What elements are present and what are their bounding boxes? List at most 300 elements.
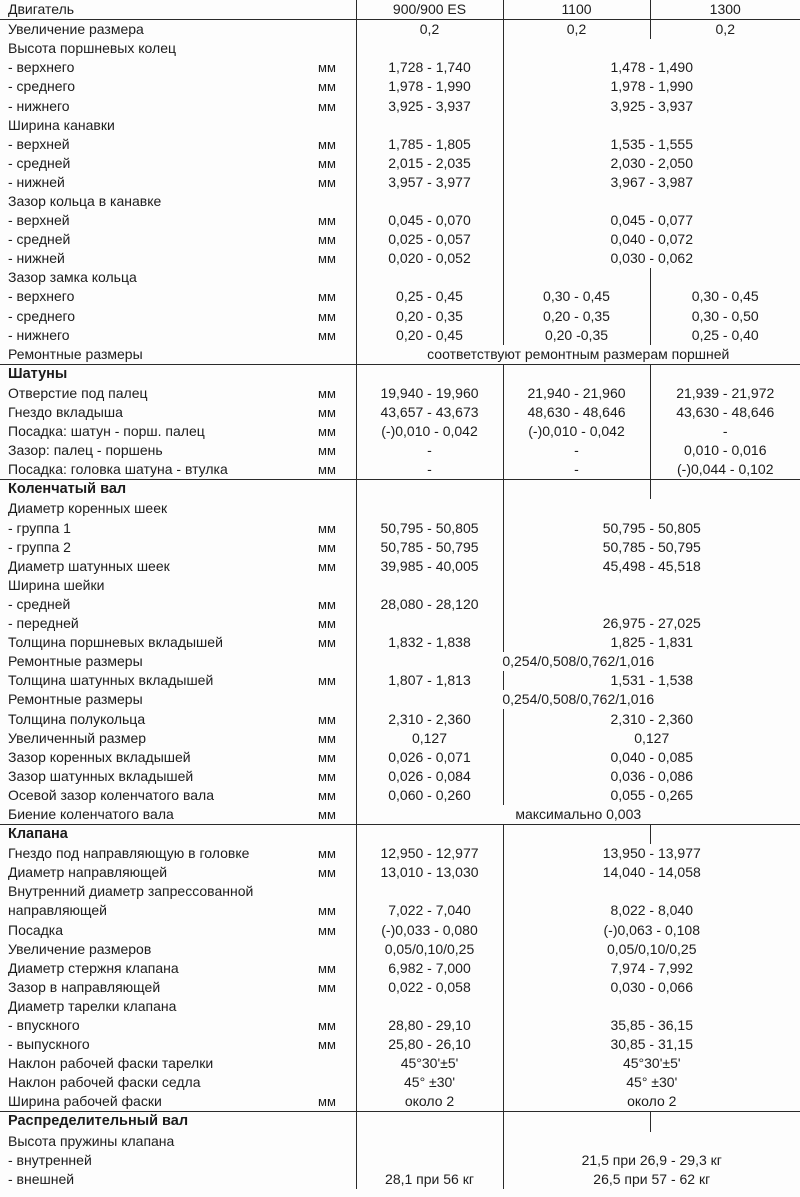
spec-row <box>0 499 800 518</box>
value-cell-1100-1300: 7,974 - 7,992 <box>503 959 800 978</box>
param-label: - внутренней <box>8 1151 92 1168</box>
header-engine-label: Двигатель <box>0 0 318 20</box>
param-label: Диаметр коренных шеек <box>8 500 168 517</box>
value-cell-1100-1300: 1,825 - 1,831 <box>503 633 800 652</box>
value-cell-1100-1300: 2,310 - 2,360 <box>503 709 800 728</box>
value-cell-900: - <box>356 441 503 460</box>
unit-label: мм <box>318 749 336 765</box>
param-label: - средней <box>8 231 71 248</box>
unit-label: мм <box>318 1037 336 1053</box>
param-label: Осевой зазор коленчатого вала <box>8 786 214 803</box>
param-label: - среднего <box>8 307 76 324</box>
unit-label: мм <box>318 865 336 881</box>
value-cell-900: 45° ±30' <box>356 1073 503 1092</box>
unit-label: мм <box>318 539 336 555</box>
value-cell-1100-1300 <box>503 595 800 614</box>
header-unit-cell <box>318 0 356 20</box>
unit-label <box>318 1073 356 1092</box>
section-heading: Коленчатый вал <box>0 480 356 500</box>
param-label: - передней <box>8 615 79 632</box>
value-cell-900: 28,1 при 56 кг <box>356 1170 503 1189</box>
section-row <box>0 480 800 500</box>
param-label: Наклон рабочей фаски седла <box>8 1074 201 1091</box>
value-cell-1100-1300: 26,975 - 27,025 <box>503 614 800 633</box>
unit-label: мм <box>318 922 336 938</box>
param-label: Диаметр стержня клапана <box>8 959 179 976</box>
value-cell-900: 0,20 - 0,45 <box>356 326 503 345</box>
value-cell-1300: 0,2 <box>650 20 800 40</box>
value-cell-1100-1300: 26,5 при 57 - 62 кг <box>503 1170 800 1189</box>
value-cell-900: 1,785 - 1,805 <box>356 135 503 154</box>
value-cell-900 <box>356 576 503 595</box>
value-cell-1100-1300: 21,5 при 26,9 - 29,3 кг <box>503 1151 800 1170</box>
header-col-1300: 1300 <box>650 0 800 20</box>
value-cell-900: 3,925 - 3,937 <box>356 96 503 115</box>
spec-row <box>0 403 800 422</box>
param-label: Гнездо под направляющую в головке <box>8 845 250 862</box>
spec-row <box>0 1054 800 1073</box>
spec-row <box>0 882 800 901</box>
param-label: Увеличенный размер <box>8 729 147 746</box>
param-label: Зазор замка кольца <box>8 269 137 286</box>
value-cell-1100-1300: 0,045 - 0,077 <box>503 211 800 230</box>
spec-row <box>0 844 800 863</box>
spec-row <box>0 709 800 728</box>
value-cell-1100-1300: 0,040 - 0,085 <box>503 748 800 767</box>
value-cell-900 <box>356 882 503 901</box>
value-cell-1100-1300 <box>503 882 800 901</box>
spec-row <box>0 326 800 345</box>
value-cell-1100-1300 <box>503 192 800 211</box>
unit-label <box>318 192 356 211</box>
param-label: Толщина полукольца <box>8 710 146 727</box>
param-label: Зазор в направляющей <box>8 978 161 995</box>
value-cell-all: максимально 0,003 <box>356 805 800 825</box>
spec-row <box>0 287 800 306</box>
spec-row <box>0 595 800 614</box>
unit-label <box>318 882 356 901</box>
value-cell-1300: (-)0,044 - 0,102 <box>650 460 800 480</box>
value-cell-900 <box>356 499 503 518</box>
unit-label: мм <box>318 289 336 305</box>
value-cell-1100-1300 <box>503 1132 800 1151</box>
value-cell-900: 25,80 - 26,10 <box>356 1035 503 1054</box>
value-cell-1100: 21,940 - 21,960 <box>503 384 650 403</box>
value-cell-900: 0,2 <box>356 20 503 40</box>
value-cell-1100: 48,630 - 48,646 <box>503 403 650 422</box>
value-cell-900: 45°30'±5' <box>356 1054 503 1073</box>
spec-row <box>0 538 800 557</box>
spec-row <box>0 786 800 805</box>
value-cell-900: 6,982 - 7,000 <box>356 959 503 978</box>
value-cell-900: 0,20 - 0,35 <box>356 307 503 326</box>
param-label: Наклон рабочей фаски тарелки <box>8 1055 214 1072</box>
value-cell-1300: 43,630 - 48,646 <box>650 403 800 422</box>
param-label: Зазор: палец - поршень <box>8 442 163 459</box>
param-label: - верхней <box>8 135 70 152</box>
value-cell-900: 1,832 - 1,838 <box>356 633 503 652</box>
value-cell-1300: 0,30 - 0,50 <box>650 307 800 326</box>
param-label: - средней <box>8 154 71 171</box>
param-label: Диаметр шатунных шеек <box>8 557 170 574</box>
value-cell-1100-1300: 0,055 - 0,265 <box>503 786 800 805</box>
value-cell-900 <box>356 1112 503 1132</box>
param-label: - группа 2 <box>8 538 71 555</box>
spec-row <box>0 135 800 154</box>
unit-label: мм <box>318 730 336 746</box>
spec-row <box>0 173 800 192</box>
param-label: Внутренний диаметр запрессованной <box>8 883 254 900</box>
unit-label: мм <box>318 98 336 114</box>
value-cell-900: 0,020 - 0,052 <box>356 249 503 268</box>
spec-row <box>0 1170 800 1189</box>
value-cell-1100-1300: 3,925 - 3,937 <box>503 96 800 115</box>
value-cell-1300 <box>650 364 800 384</box>
unit-label: мм <box>318 903 336 919</box>
value-cell-1100-1300: 30,85 - 31,15 <box>503 1035 800 1054</box>
value-cell-900: 28,080 - 28,120 <box>356 595 503 614</box>
value-cell-1100-1300: 50,795 - 50,805 <box>503 519 800 538</box>
value-cell-1100-1300: 45° ±30' <box>503 1073 800 1092</box>
param-label: Ширина рабочей фаски <box>8 1093 162 1110</box>
unit-label <box>318 499 356 518</box>
value-cell-900: 0,127 <box>356 729 503 748</box>
value-cell-1100-1300: 45,498 - 45,518 <box>503 557 800 576</box>
value-cell-1300: 21,939 - 21,972 <box>650 384 800 403</box>
value-cell-900: 39,985 - 40,005 <box>356 557 503 576</box>
spec-row <box>0 614 800 633</box>
value-cell-900: 0,05/0,10/0,25 <box>356 940 503 959</box>
unit-label: мм <box>318 155 336 171</box>
unit-label: мм <box>318 520 336 536</box>
spec-row <box>0 96 800 115</box>
value-cell-900: 2,310 - 2,360 <box>356 709 503 728</box>
section-heading: Клапана <box>0 825 356 845</box>
value-cell-1300: 0,25 - 0,40 <box>650 326 800 345</box>
value-cell-900 <box>356 39 503 58</box>
spec-row <box>0 519 800 538</box>
value-cell-900: (-)0,010 - 0,042 <box>356 422 503 441</box>
param-label: - средней <box>8 595 71 612</box>
param-label: Ремонтные размеры <box>8 653 143 670</box>
spec-row <box>0 116 800 135</box>
unit-label: мм <box>318 232 336 248</box>
unit-label <box>318 1151 356 1170</box>
param-label: - среднего <box>8 78 76 95</box>
value-cell-1100: (-)0,010 - 0,042 <box>503 422 650 441</box>
spec-row <box>0 767 800 786</box>
value-cell-1300 <box>650 480 800 500</box>
unit-label: мм <box>318 213 336 229</box>
value-cell-900: 0,25 - 0,45 <box>356 287 503 306</box>
param-label: - внешней <box>8 1170 75 1187</box>
value-cell-1100-1300: 0,030 - 0,066 <box>503 978 800 997</box>
value-cell-1100: - <box>503 441 650 460</box>
value-cell-900 <box>356 997 503 1016</box>
section-row <box>0 825 800 845</box>
unit-label: мм <box>318 136 336 152</box>
value-cell-900: 0,060 - 0,260 <box>356 786 503 805</box>
value-cell-900: - <box>356 460 503 480</box>
value-cell-all: соответствуют ремонтным размерам поршней <box>356 345 800 365</box>
unit-label <box>318 20 356 40</box>
value-cell-1300: 0,010 - 0,016 <box>650 441 800 460</box>
spec-row <box>0 1151 800 1170</box>
unit-label <box>318 345 356 365</box>
spec-row <box>0 1073 800 1092</box>
param-label: Ремонтные размеры <box>8 345 143 362</box>
param-label: Ширина шейки <box>8 576 105 593</box>
value-cell-1100: 0,2 <box>503 20 650 40</box>
spec-row <box>0 997 800 1016</box>
param-label: Увеличение размера <box>8 21 144 38</box>
value-cell-1100-1300 <box>503 499 800 518</box>
spec-row <box>0 901 800 920</box>
unit-label: мм <box>318 327 336 343</box>
param-label: - верхней <box>8 212 70 229</box>
param-label: - нижнего <box>8 326 70 343</box>
value-cell-900: 2,015 - 2,035 <box>356 154 503 173</box>
unit-label <box>318 116 356 135</box>
value-cell-1100-1300: 1,978 - 1,990 <box>503 77 800 96</box>
unit-label: мм <box>318 174 336 190</box>
value-cell-900: 19,940 - 19,960 <box>356 384 503 403</box>
value-cell-1100: 0,20 -0,35 <box>503 326 650 345</box>
value-cell-1100: 0,30 - 0,45 <box>503 287 650 306</box>
unit-label: мм <box>318 768 336 784</box>
spec-row <box>0 748 800 767</box>
value-cell-900 <box>356 192 503 211</box>
value-cell-1100-1300: 1,478 - 1,490 <box>503 58 800 77</box>
unit-label: мм <box>318 251 336 267</box>
value-cell-900: 50,785 - 50,795 <box>356 538 503 557</box>
param-label: Биение коленчатого вала <box>8 805 174 822</box>
param-label: Увеличение размеров <box>8 940 152 957</box>
value-cell-1100-1300: 0,05/0,10/0,25 <box>503 940 800 959</box>
unit-label: мм <box>318 596 336 612</box>
unit-label: мм <box>318 806 336 822</box>
value-cell-1300: - <box>650 422 800 441</box>
unit-label: мм <box>318 405 336 421</box>
value-cell-900 <box>356 268 503 287</box>
param-label: Зазор шатунных вкладышей <box>8 767 194 784</box>
value-cell-1100-1300 <box>503 39 800 58</box>
spec-row <box>0 557 800 576</box>
spec-row <box>0 1092 800 1112</box>
value-cell-1100-1300 <box>503 997 800 1016</box>
unit-label <box>318 576 356 595</box>
value-cell-1100 <box>503 364 650 384</box>
spec-row <box>0 690 800 709</box>
value-cell-900 <box>356 1132 503 1151</box>
value-cell-1100-1300: около 2 <box>503 1092 800 1112</box>
value-cell-1100-1300: 13,950 - 13,977 <box>503 844 800 863</box>
value-cell-900 <box>356 116 503 135</box>
unit-label: мм <box>318 787 336 803</box>
header-col-1100: 1100 <box>503 0 650 20</box>
unit-label <box>318 39 356 58</box>
value-cell-900: 3,957 - 3,977 <box>356 173 503 192</box>
spec-row <box>0 1016 800 1035</box>
unit-label: мм <box>318 558 336 574</box>
unit-label: мм <box>318 616 336 632</box>
param-label: направляющей <box>8 902 108 919</box>
spec-row <box>0 576 800 595</box>
value-cell-900: 1,807 - 1,813 <box>356 671 503 690</box>
param-label: - группа 1 <box>8 519 71 536</box>
value-cell-all: 0,254/0,508/0,762/1,016 <box>356 690 800 709</box>
value-cell-1100-1300: 0,036 - 0,086 <box>503 767 800 786</box>
value-cell-1100-1300: 50,785 - 50,795 <box>503 538 800 557</box>
unit-label: мм <box>318 385 336 401</box>
value-cell-900: 1,728 - 1,740 <box>356 58 503 77</box>
unit-label: мм <box>318 60 336 76</box>
value-cell-1100 <box>503 825 650 845</box>
value-cell-1100-1300: 8,022 - 8,040 <box>503 901 800 920</box>
section-row <box>0 1112 800 1132</box>
unit-label <box>318 690 356 709</box>
value-cell-1100-1300: (-)0,063 - 0,108 <box>503 921 800 940</box>
param-label: Диаметр тарелки клапана <box>8 997 177 1014</box>
value-cell-900: 13,010 - 13,030 <box>356 863 503 882</box>
spec-row <box>0 978 800 997</box>
value-cell-1100: - <box>503 460 650 480</box>
spec-row <box>0 154 800 173</box>
value-cell-1100-1300: 0,040 - 0,072 <box>503 230 800 249</box>
spec-row <box>0 441 800 460</box>
value-cell-all: 0,254/0,508/0,762/1,016 <box>356 652 800 671</box>
value-cell-900: около 2 <box>356 1092 503 1112</box>
spec-row <box>0 58 800 77</box>
unit-label <box>318 268 356 287</box>
unit-label <box>318 997 356 1016</box>
unit-label: мм <box>318 846 336 862</box>
unit-label: мм <box>318 635 336 651</box>
param-label: - выпускного <box>8 1036 90 1053</box>
value-cell-900 <box>356 480 503 500</box>
spec-row <box>0 20 800 40</box>
value-cell-1100-1300 <box>503 576 800 595</box>
value-cell-900: 0,025 - 0,057 <box>356 230 503 249</box>
value-cell-900: 12,950 - 12,977 <box>356 844 503 863</box>
spec-row <box>0 959 800 978</box>
spec-row <box>0 940 800 959</box>
spec-row <box>0 39 800 58</box>
value-cell-1100 <box>503 480 650 500</box>
param-label: Высота пружины клапана <box>8 1132 175 1149</box>
spec-row <box>0 249 800 268</box>
value-cell-900 <box>356 614 503 633</box>
unit-label: мм <box>318 673 336 689</box>
param-label: - нижнего <box>8 97 70 114</box>
spec-row <box>0 921 800 940</box>
section-heading: Распределительный вал <box>0 1112 356 1132</box>
value-cell-900: 50,795 - 50,805 <box>356 519 503 538</box>
spec-row <box>0 77 800 96</box>
param-label: Высота поршневых колец <box>8 40 176 57</box>
unit-label: мм <box>318 424 336 440</box>
section-row <box>0 364 800 384</box>
spec-row <box>0 863 800 882</box>
param-label: Посадка: головка шатуна - втулка <box>8 461 228 478</box>
value-cell-900: 28,80 - 29,10 <box>356 1016 503 1035</box>
unit-label <box>318 1054 356 1073</box>
spec-row <box>0 729 800 748</box>
value-cell-1100-1300: 1,531 - 1,538 <box>503 671 800 690</box>
param-label: Диаметр направляющей <box>8 864 168 881</box>
spec-row <box>0 422 800 441</box>
value-cell-900: 43,657 - 43,673 <box>356 403 503 422</box>
value-cell-1300 <box>650 1112 800 1132</box>
value-cell-900: 0,045 - 0,070 <box>356 211 503 230</box>
value-cell-1100 <box>503 268 650 287</box>
param-label: Толщина поршневых вкладышей <box>8 634 223 651</box>
spec-row <box>0 1132 800 1151</box>
param-label: - нижней <box>8 250 65 267</box>
unit-label <box>318 1132 356 1151</box>
value-cell-1300 <box>650 825 800 845</box>
value-cell-1100-1300: 1,535 - 1,555 <box>503 135 800 154</box>
value-cell-1100-1300: 14,040 - 14,058 <box>503 863 800 882</box>
value-cell-1100-1300: 35,85 - 36,15 <box>503 1016 800 1035</box>
value-cell-900: 0,026 - 0,084 <box>356 767 503 786</box>
param-label: Зазор кольца в канавке <box>8 192 162 209</box>
spec-row <box>0 268 800 287</box>
section-heading: Шатуны <box>0 364 356 384</box>
unit-label: мм <box>318 711 336 727</box>
value-cell-1100: 0,20 - 0,35 <box>503 307 650 326</box>
value-cell-900: 7,022 - 7,040 <box>356 901 503 920</box>
value-cell-1100-1300: 45°30'±5' <box>503 1054 800 1073</box>
value-cell-1100 <box>503 1112 650 1132</box>
value-cell-900 <box>356 825 503 845</box>
param-label: Гнездо вкладыша <box>8 404 123 421</box>
spec-row <box>0 671 800 690</box>
value-cell-1100-1300: 0,030 - 0,062 <box>503 249 800 268</box>
unit-label <box>318 1170 356 1189</box>
value-cell-900: (-)0,033 - 0,080 <box>356 921 503 940</box>
header-row <box>0 0 800 20</box>
spec-row <box>0 805 800 825</box>
param-label: Отверстие под палец <box>8 384 148 401</box>
param-label: - верхнего <box>8 59 75 76</box>
param-label: Посадка: шатун - порш. палец <box>8 423 205 440</box>
param-label: Толщина шатунных вкладышей <box>8 672 214 689</box>
value-cell-1300 <box>650 268 800 287</box>
unit-label: мм <box>318 979 336 995</box>
spec-row <box>0 307 800 326</box>
value-cell-900: 1,978 - 1,990 <box>356 77 503 96</box>
unit-label: мм <box>318 960 336 976</box>
value-cell-1300: 0,30 - 0,45 <box>650 287 800 306</box>
param-label: Посадка <box>8 921 64 938</box>
spec-row <box>0 211 800 230</box>
unit-label: мм <box>318 308 336 324</box>
param-label: - верхнего <box>8 288 75 305</box>
value-cell-900 <box>356 1151 503 1170</box>
value-cell-900 <box>356 364 503 384</box>
unit-label: мм <box>318 1018 336 1034</box>
value-cell-900: 0,026 - 0,071 <box>356 748 503 767</box>
param-label: Ширина канавки <box>8 116 115 133</box>
param-label: - нижней <box>8 173 65 190</box>
unit-label: мм <box>318 79 336 95</box>
value-cell-900: 0,022 - 0,058 <box>356 978 503 997</box>
value-cell-1100-1300 <box>503 116 800 135</box>
spec-row <box>0 460 800 480</box>
spec-row <box>0 384 800 403</box>
value-cell-1100-1300: 3,967 - 3,987 <box>503 173 800 192</box>
